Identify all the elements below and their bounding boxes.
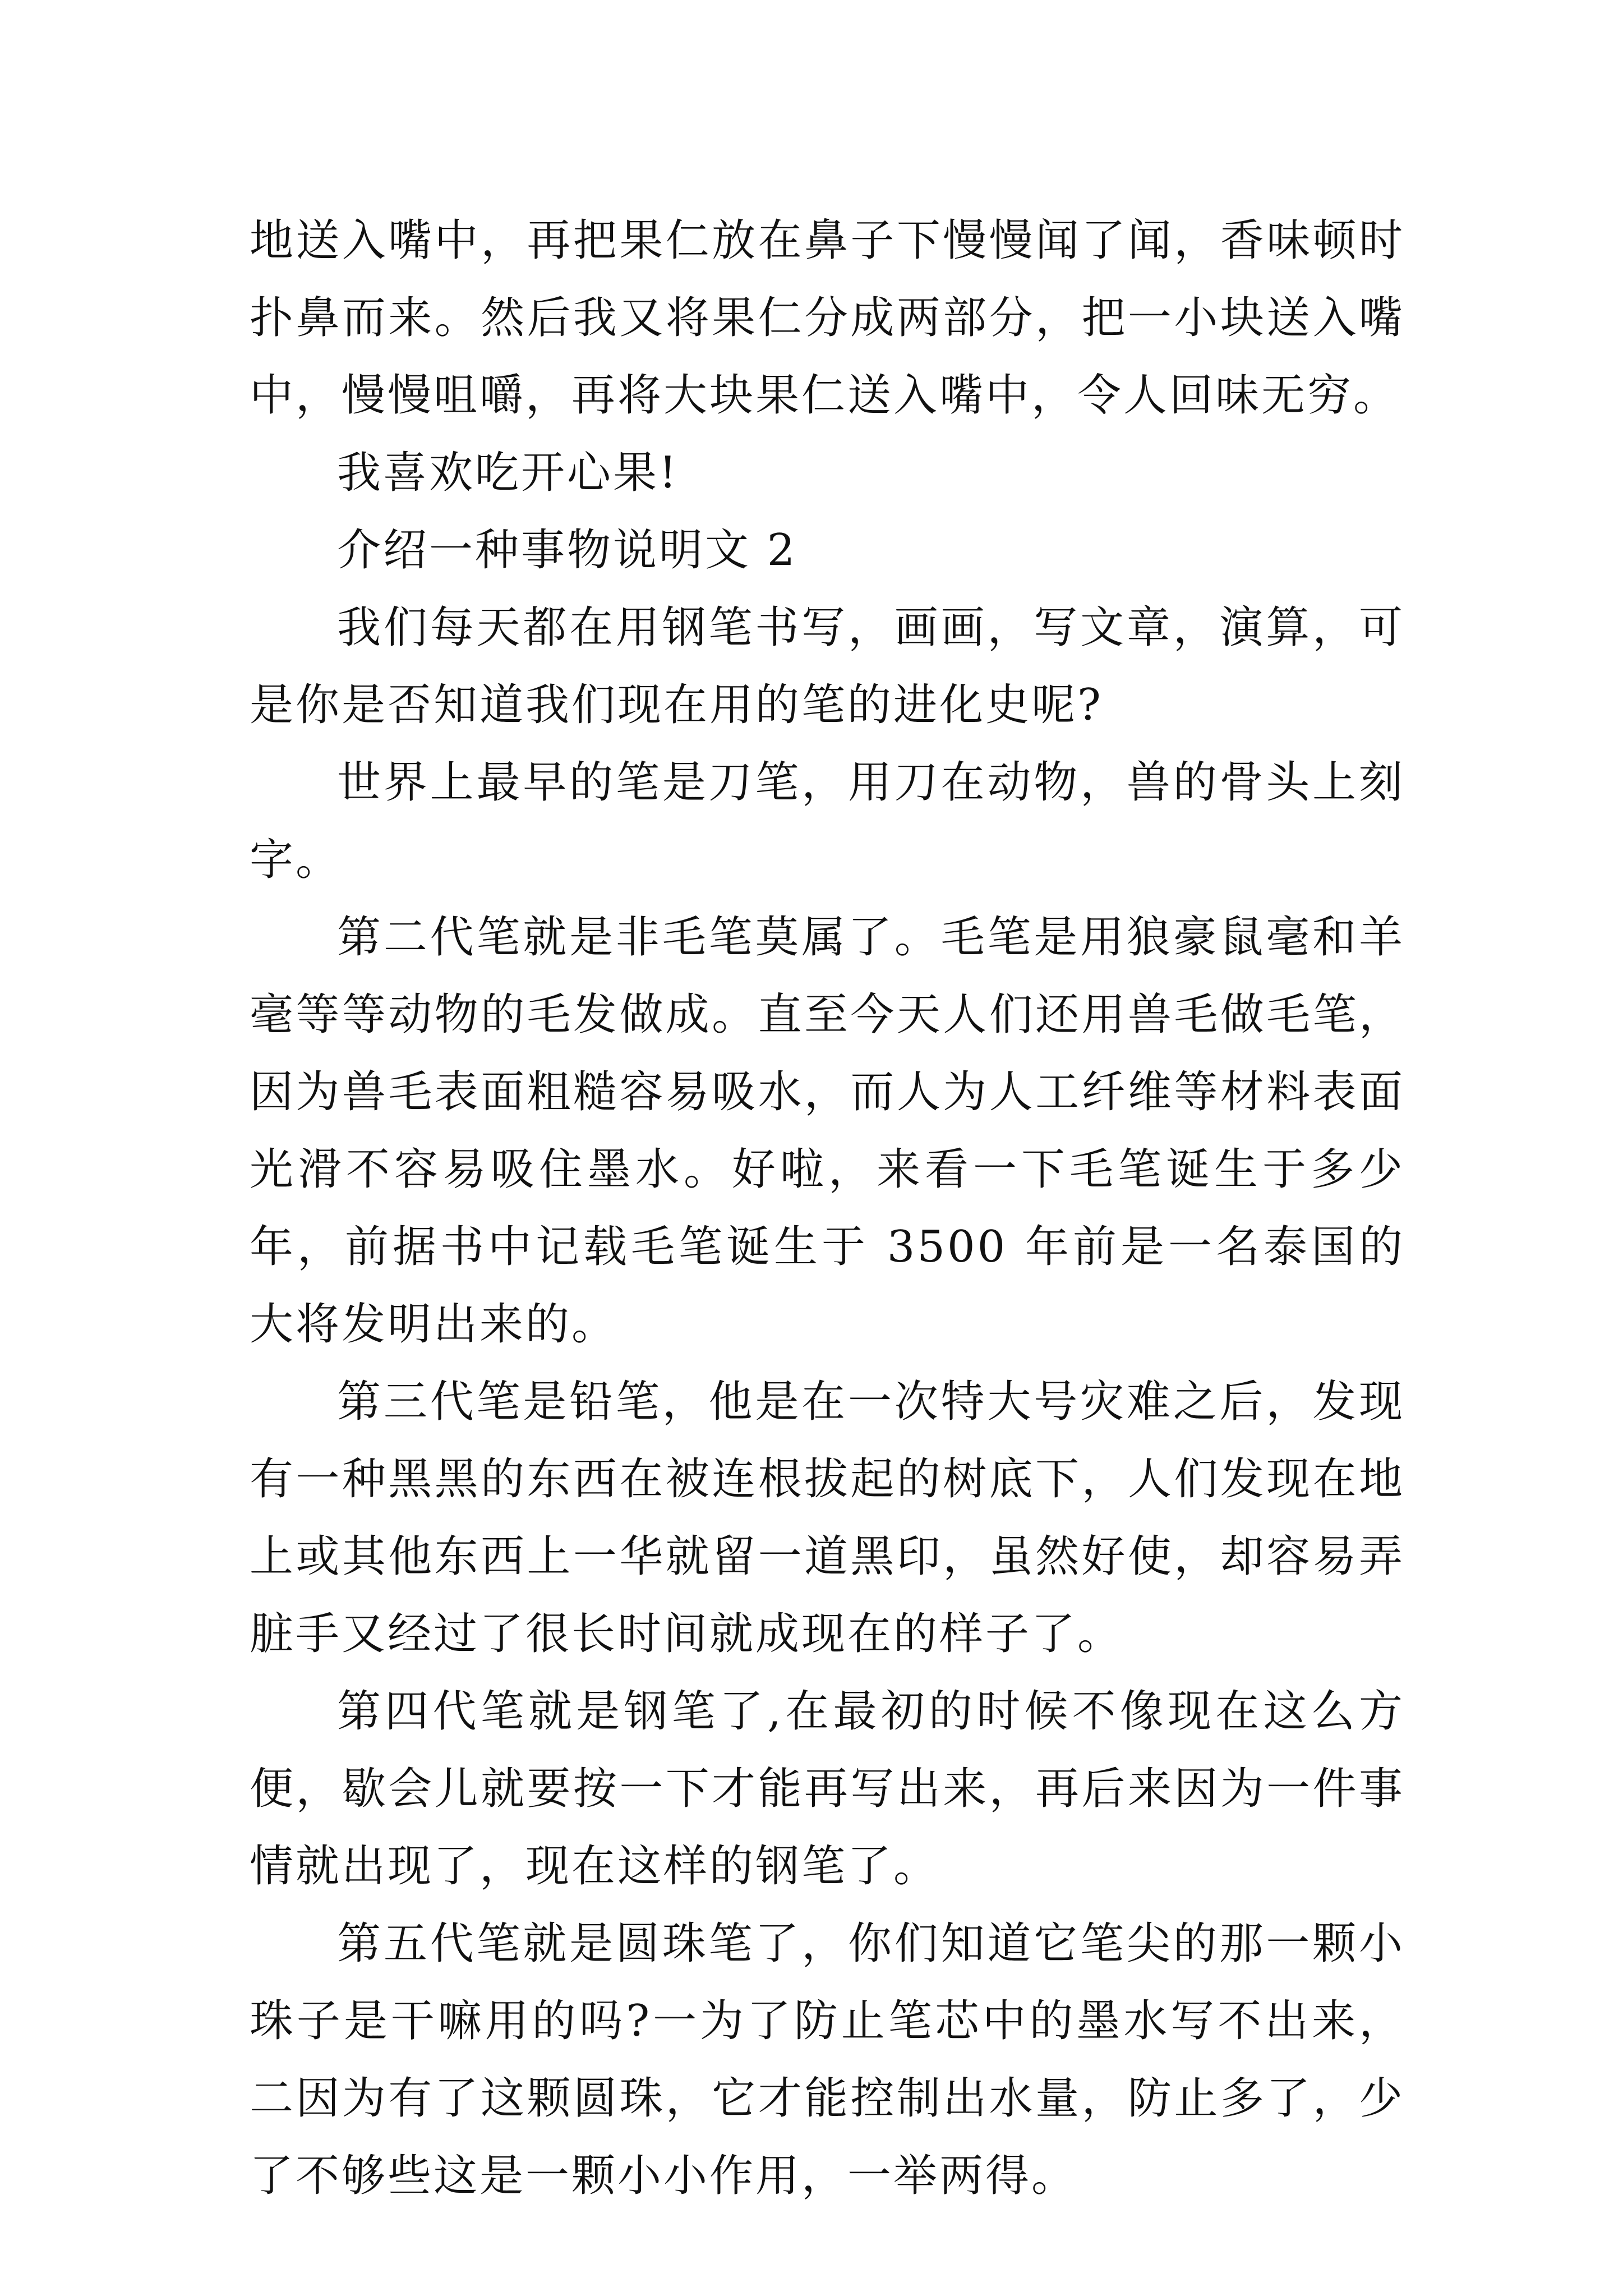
document-body	[250, 202, 1405, 2215]
section-title: 介绍一种事物说明文 2	[337, 525, 797, 576]
paragraph-8: 第五代笔就是圆珠笔了，你们知道它笔尖的那一颗小珠子是干嘛用的吗?一为了防止笔芯中的墨水写不出来，二因为有了这颗圆珠，它才能控制出水量，防止多了，少了不够些这是一颗小小作用，一举两得。	[250, 1918, 1405, 2201]
paragraph-6: 第三代笔是铅笔，他是在一次特大号灾难之后，发现有一种黑黑的东西在被连根拔起的树底下，人们发现在地上或其他东西上一华就留一道黑印，虽然好使，却容易弄脏手又经过了很长时间就成现在的样子了。	[250, 1377, 1405, 1659]
paragraph-7: 第四代笔就是钢笔了,在最初的时候不像现在这么方便，歇会儿就要按一下才能再写出来，再后来因为一件事情就出现了，现在这样的钢笔了。	[250, 1686, 1405, 1892]
paragraph-5: 第二代笔就是非毛笔莫属了。毛笔是用狼豪鼠毫和羊毫等等动物的毛发做成。直至今天人们还用兽毛做毛笔，因为兽毛表面粗糙容易吸水，而人为人工纤维等材料表面光滑不容易吸住墨水。好啦，来看一下毛笔诞生于多少年，前据书中记载毛笔诞生于 3500 年前是一名泰国的大将发明出来的。	[250, 912, 1405, 1350]
paragraph-1: 地送入嘴中，再把果仁放在鼻子下慢慢闻了闻，香味顿时扑鼻而来。然后我又将果仁分成两部分，把一小块送入嘴中，慢慢咀嚼，再将大块果仁送入嘴中，令人回味无穷。	[250, 215, 1405, 421]
paragraph-3: 我们每天都在用钢笔书写，画画，写文章，演算，可是你是否知道我们现在用的笔的进化史呢?	[250, 602, 1405, 730]
paragraph-4: 世界上最早的笔是刀笔，用刀在动物，兽的骨头上刻字。	[250, 757, 1405, 885]
paragraph-2: 我喜欢吃开心果!	[337, 448, 679, 498]
